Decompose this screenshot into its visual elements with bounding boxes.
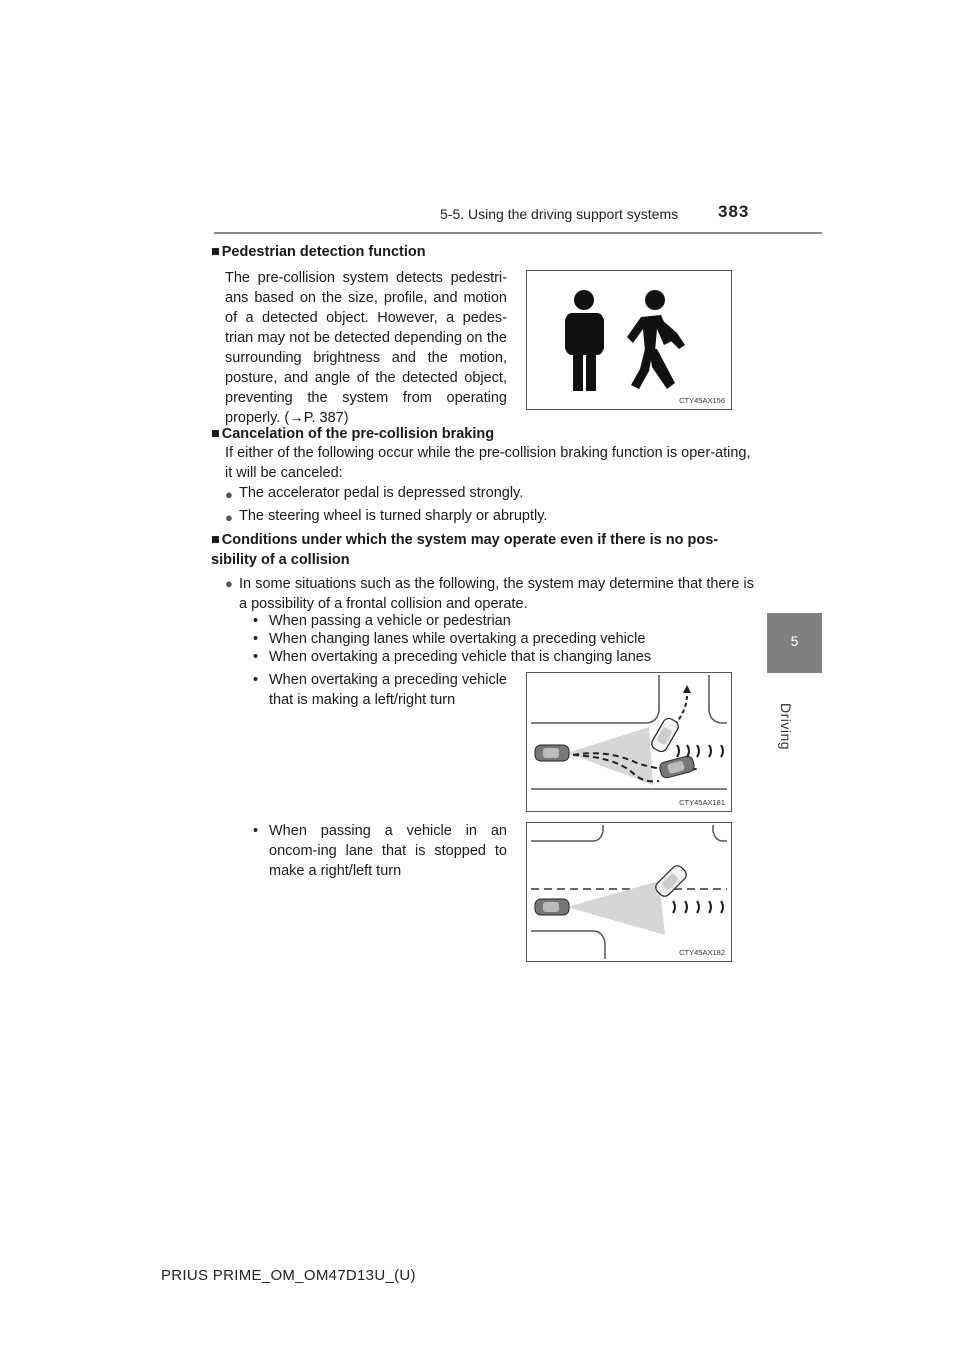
condition-item-4: When overtaking a preceding vehicle that is making a left/right turn — [269, 672, 507, 708]
figure-code: CTY45AX156 — [679, 396, 725, 405]
square-bullet-icon: ■ — [211, 244, 220, 260]
chapter-number: 5 — [790, 633, 799, 649]
cancelation-heading: ■ Cancelation of the pre-collision braking — [211, 426, 495, 442]
square-bullet-icon: ■ — [211, 532, 220, 548]
square-bullet-icon: ■ — [211, 426, 220, 442]
page-number: 383 — [718, 202, 750, 221]
conditions-heading: ■ Conditions under which the system may operate even if there is no pos-sibility of a collision — [211, 532, 719, 568]
dot-bullet-icon: • — [253, 672, 259, 688]
cancel-condition-1: The accelerator pedal is depressed strongly. — [239, 485, 524, 501]
pedestrian-heading: ■ Pedestrian detection function — [211, 244, 426, 260]
cancel-condition-2: The steering wheel is turned sharply or abruptly. — [239, 508, 548, 524]
oncoming-turn-figure — [526, 822, 732, 962]
chapter-tab — [767, 613, 822, 673]
dot-bullet-icon: • — [253, 823, 259, 839]
oncoming-turn-diagram — [527, 823, 731, 961]
pedestrian-body: The pre-collision system detects pedestri-ans based on the size, profile, and motion of a detected object. However, a pedes-trian may not be detected depending on the surrounding brightness and the motion, posture, and angle of the detected object, preventing the system from operating properly. (→P. 387) — [225, 270, 507, 426]
left-turn-figure — [526, 672, 732, 812]
dot-bullet-icon: • — [253, 613, 259, 629]
condition-item-3: When overtaking a preceding vehicle that is changing lanes — [269, 649, 652, 665]
section-title: 5-5. Using the driving support systems — [440, 206, 679, 222]
header-divider — [214, 232, 822, 234]
circle-bullet-icon: ● — [225, 487, 233, 502]
dot-bullet-icon: • — [253, 631, 259, 647]
circle-bullet-icon: ● — [225, 576, 233, 591]
circle-bullet-icon: ● — [225, 510, 233, 525]
dot-bullet-icon: • — [253, 649, 259, 665]
condition-item-5: When passing a vehicle in an oncom-ing lane that is stopped to make a right/left turn — [269, 823, 507, 879]
figure-code: CTY45AX181 — [679, 798, 725, 807]
left-turn-overtake-diagram — [527, 673, 731, 811]
conditions-body: In some situations such as the following, the system may determine that there is a possibility of a frontal collision and operate. — [239, 576, 754, 612]
figure-code: CTY45AX182 — [679, 948, 725, 957]
cancelation-body: If either of the following occur while the pre-collision braking function is oper-ating, it will be canceled: — [225, 445, 751, 481]
chapter-label: Driving — [778, 703, 794, 751]
condition-item-2: When changing lanes while overtaking a preceding vehicle — [269, 631, 646, 647]
condition-item-1: When passing a vehicle or pedestrian — [269, 613, 511, 629]
pedestrian-figure — [526, 270, 732, 410]
footer-model-code: PRIUS PRIME_OM_OM47D13U_(U) — [161, 1267, 416, 1284]
pedestrians-illustration — [527, 271, 731, 409]
